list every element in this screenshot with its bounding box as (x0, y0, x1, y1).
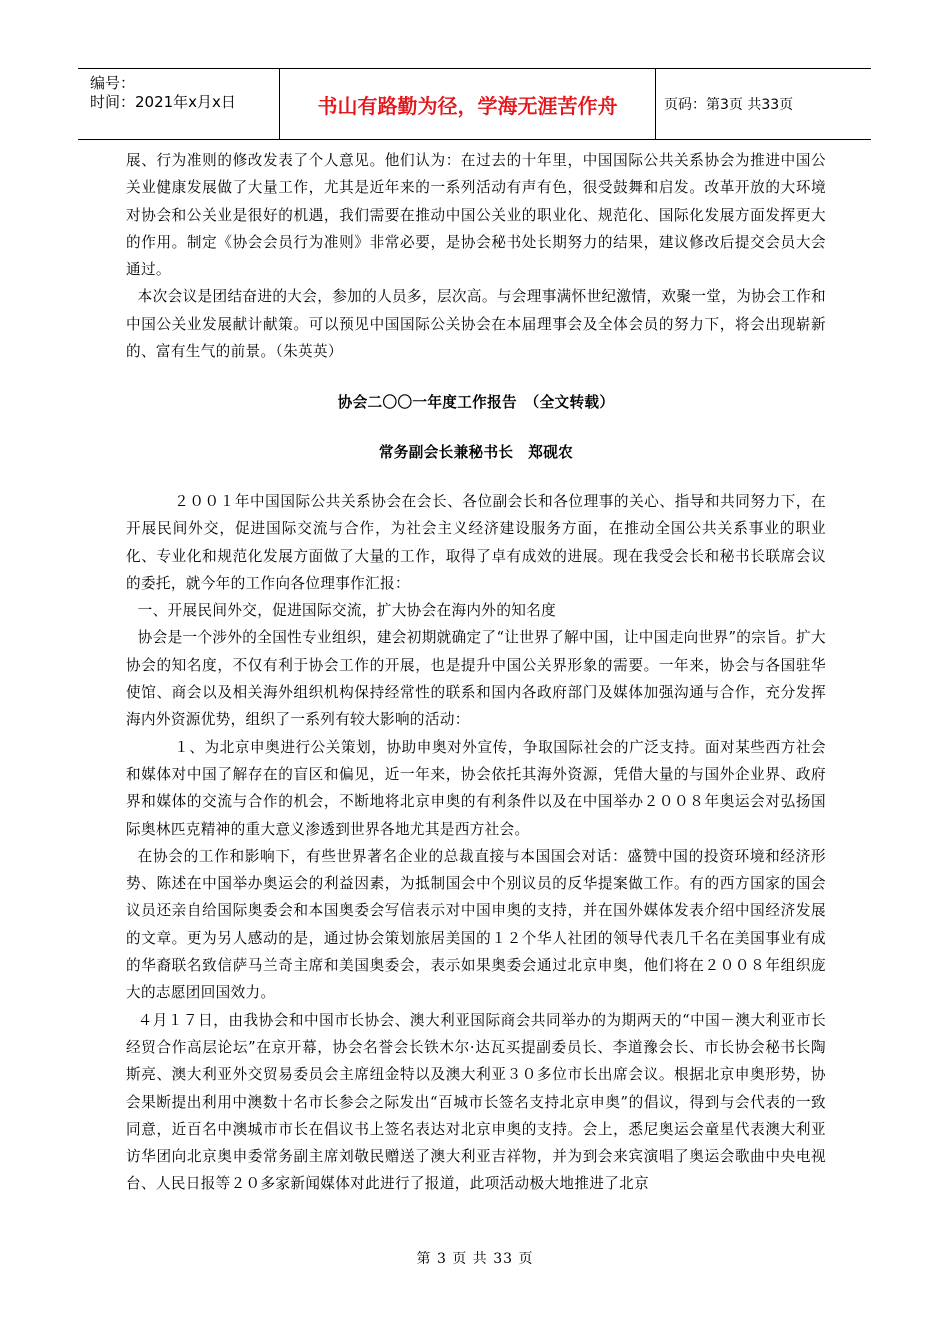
report-title: 协会二〇〇一年度工作报告 （全文转载） (337, 394, 615, 412)
page-header (78, 68, 871, 140)
document-number-label: 编号： (90, 74, 136, 92)
paragraph: 展、行为准则的修改发表了个人意见。他们认为：在过去的十年里，中国国际公共关系协会为推进中国公关业健康发展做了大量工作，尤其是近年来的一系列活动有声有色，很受鼓舞和启发。改革开放的大环境对协会和公关业是很好的机遇，我们需要在推动中国公关业的职业化、规范化、国际化发展方面发挥更大的作用。制定《协会会员行为准则》非常必要，是协会秘书处长期努力的结果，建议修改后提交会员大会通过。 (126, 152, 826, 279)
paragraph: 在协会的工作和影响下，有些世界著名企业的总裁直接与本国国会对话：盛赞中国的投资环境和经济形势、陈述在中国举办奥运会的利益因素，为抵制国会中个别议员的反华提案做工作。有的西方国家的国会议员还亲自给国际奥委会和本国奥委会写信表示对中国申奥的支持，并在国外媒体发表介绍中国经济发展的文章。更为另人感动的是，通过协会策划旅居美国的１２个华人社团的领导代表几千名在美国事业有成的华裔联名致信萨马兰奇主席和美国奥委会，表示如果奥委会通过北京申奥，他们将在２００８年组织庞大的志愿团回国效力。 (126, 847, 826, 1002)
document-date: 时间：2021年x月x日 (90, 93, 236, 111)
paragraph: 协会是一个涉外的全国性专业组织，建会初期就确定了“让世界了解中国，让中国走向世界”的宗旨。扩大协会的知名度，不仅有利于协会工作的开展，也是提升中国公关界形象的需要。一年来，协会与各国驻华使馆、商会以及相关海外组织机构保持经常性的联系和国内各政府部门及媒体加强沟通与合作，充分发挥海内外资源优势，组织了一系列有较大影响的活动： (126, 629, 826, 729)
document-body (126, 147, 826, 1198)
paragraph: ２００１年中国国际公共关系协会在会长、各位副会长和各位理事的关心、指导和共同努力下，在开展民间外交，促进国际交流与合作，为社会主义经济建设服务方面，在推动全国公共关系事业的职业化、专业化和规范化发展方面做了大量的工作，取得了卓有成效的进展。现在我受会长和秘书长联席会议的委托，就今年的工作向各位理事作汇报： (126, 492, 826, 592)
report-author: 常务副会长兼秘书长 郑砚农 (378, 443, 574, 461)
page-footer: 第 3 页 共 33 页 (416, 1251, 534, 1267)
paragraph: 本次会议是团结奋进的大会，参加的人员多，层次高。与会理事满怀世纪激情，欢聚一堂，为协会工作和中国公关业发展献计献策。可以预见中国国际公关协会在本届理事会及全体会员的努力下，将会出现崭新的、富有生气的前景。（朱英英） (126, 288, 826, 361)
paragraph: ４月１７日，由我协会和中国市长协会、澳大利亚国际商会共同举办的为期两天的“中国－澳大利亚市长经贸合作高层论坛”在京开幕，协会名誉会长铁木尔·达瓦买提副委员长、李道豫会长、市长协会秘书长陶斯亮、澳大利亚外交贸易委员会主席纽金特以及澳大利亚３０多位市长出席会议。根据北京申奥形势，协会果断提出利用中澳数十名市长参会之际发出“百城市长签名支持北京申奥”的倡议，得到与会代表的一致同意，近百名中澳城市市长在倡议书上签名表达对北京申奥的支持。会上，悉尼奥运会童星代表澳大利亚访华团向北京奥申委常务副主席刘敬民赠送了澳大利亚吉祥物，并为到会来宾演唱了奥运会歌曲中央电视台、人民日报等２０多家新闻媒体对此进行了报道，此项活动极大地推进了北京 (126, 1011, 826, 1193)
paragraph: １、为北京申奥进行公关策划，协助申奥对外宣传，争取国际社会的广泛支持。面对某些西方社会和媒体对中国了解存在的盲区和偏见，近一年来，协会依托其海外资源，凭借大量的与国外企业界、政府界和媒体的交流与合作的机会，不断地将北京申奥的有利条件以及在中国举办２００８年奥运会对弘扬国际奥林匹克精神的重大意义渗透到世界各地尤其是西方社会。 (126, 738, 826, 838)
header-meta (78, 69, 280, 139)
section-heading: 一、开展民间外交，促进国际交流，扩大协会在海内外的知名度 (137, 602, 557, 620)
header-motto: 书山有路勤为径，学海无涯苦作舟 (280, 69, 656, 139)
header-page-info: 页码：第3页 共33页 (664, 97, 794, 113)
